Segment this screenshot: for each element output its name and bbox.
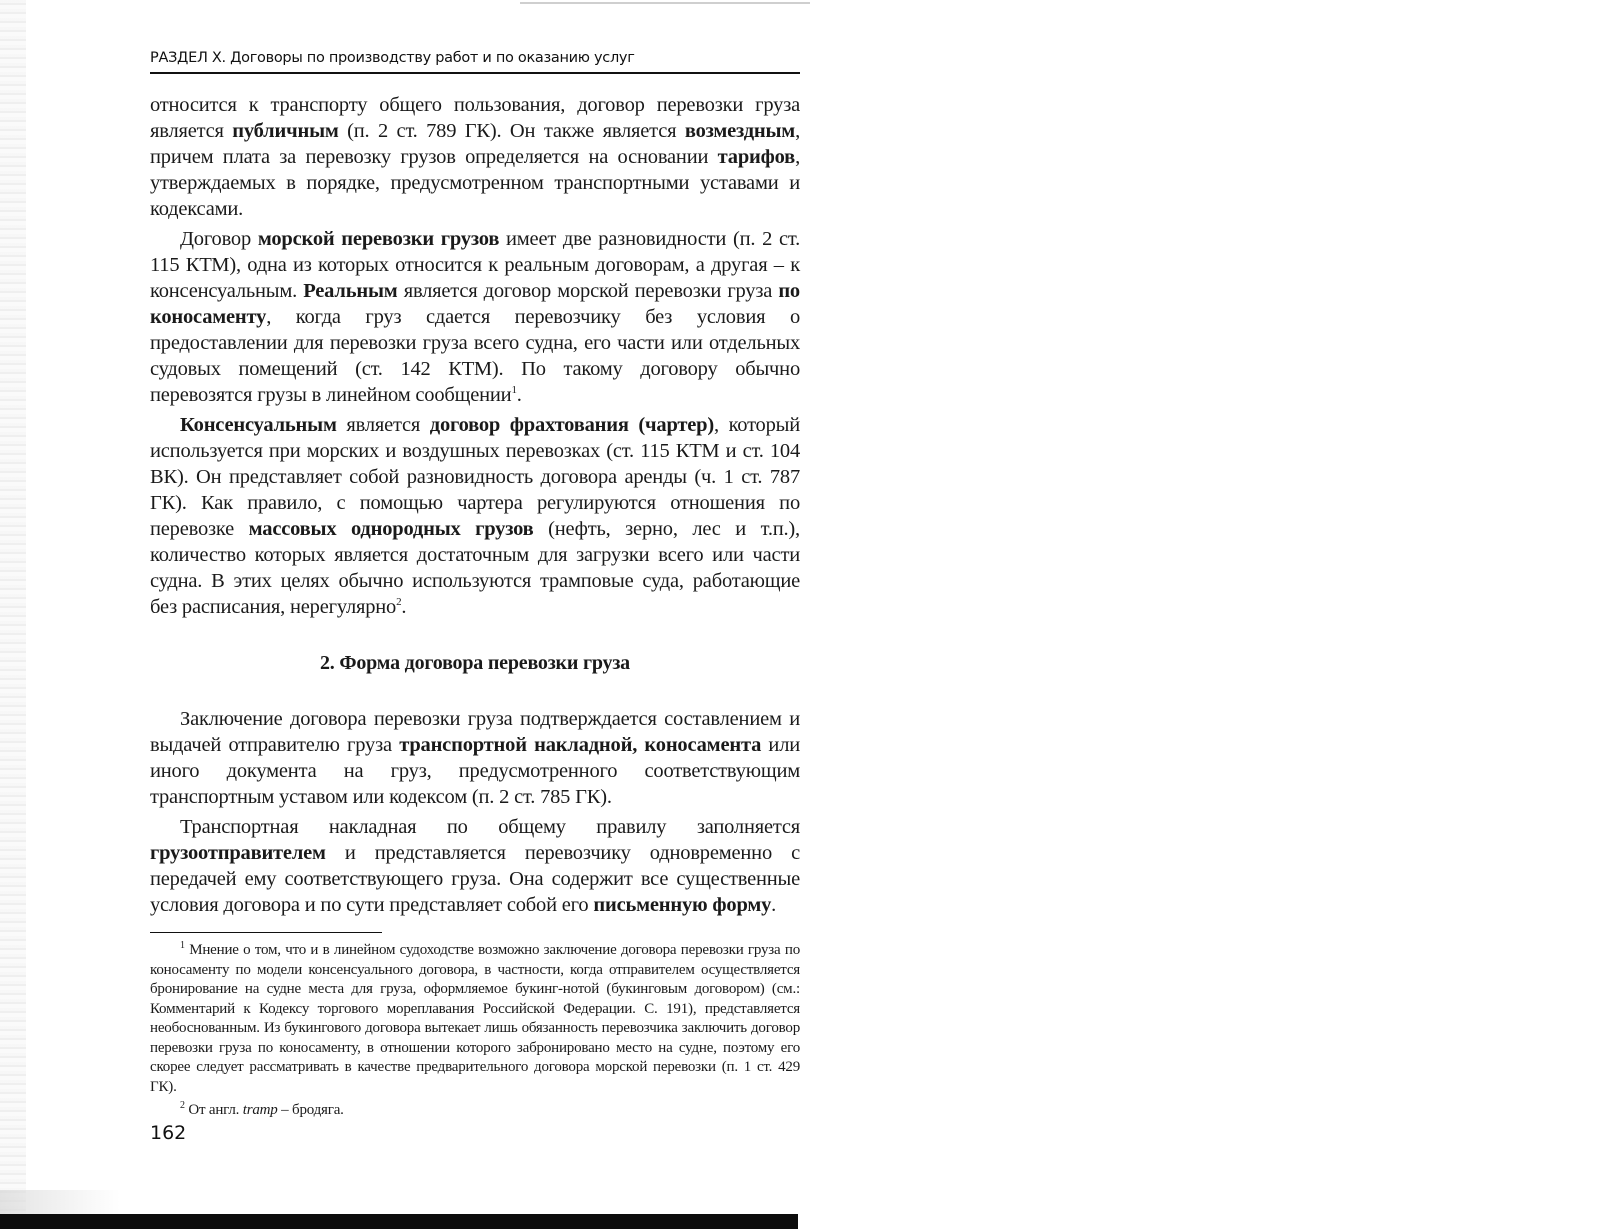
text-run: и представляется перевозчику одновременно с передачей ему соответствующего груза. Она содержит все существенные условия договора и по сути представляет собой его [150, 842, 800, 916]
footnote-text: – бродяга. [277, 1102, 344, 1118]
scan-shadow [0, 1190, 120, 1214]
text-run: , утверждаемых в порядке, предусмотренном транспортными уставами и кодексами. [150, 146, 800, 220]
paragraph-2 [150, 226, 800, 408]
footnote-1 [150, 941, 800, 1097]
footnotes [150, 941, 800, 1121]
text-run: (п. 2 ст. 789 ГК). Он также является [338, 120, 685, 142]
bold-term: публичным [232, 120, 339, 142]
text-run: . [401, 596, 407, 618]
footnote-italic: tramp [242, 1102, 278, 1118]
paragraph-4 [150, 706, 800, 810]
footnote-divider [150, 932, 382, 933]
footnote-marker: 2 [396, 596, 402, 609]
text-run: (нефть, зерно, лес и т.п.), количество которых является достаточным для загрузки всего или части судна. В этих целях обычно используются трамповые суда, работающие без расписания, нерегулярно [150, 518, 800, 618]
footnote-number: 1 [180, 940, 185, 951]
paragraph-3 [150, 412, 800, 620]
bold-term: письменную форму [593, 894, 772, 916]
page-number: 162 [150, 1122, 187, 1144]
book-page [150, 40, 800, 1125]
body-text [150, 92, 800, 918]
text-run: является договор морской перевозки груза [397, 280, 779, 302]
text-run: или иного документа на груз, предусмотренного соответствующим транспортным уставом или кодексом (п. 2 ст. 785 ГК). [150, 734, 801, 808]
footnote-2 [150, 1101, 800, 1121]
bold-term: Реальным [303, 280, 398, 302]
section-heading: 2. Форма договора перевозки груза [319, 652, 630, 674]
running-head: РАЗДЕЛ X. Договоры по производству работ и по оказанию услуг [150, 40, 800, 74]
text-run: , когда груз сдается перевозчику без условия о предоставлении для перевозки груза всего судна, его части или отдельных судовых помещений (ст. 142 КТМ). По такому договору обычно перевозятся грузы в линейном сообщении [150, 306, 800, 406]
text-run: . [516, 384, 522, 406]
footnote-number: 2 [180, 1100, 185, 1111]
footnote-text: Мнение о том, что и в линейном судоходстве возможно заключение договора перевозки груза по коносаменту по модели консенсуального договора, в частности, когда отправителем осуществляется бронирование на судне места для груза, оформляемое букинг-нотой (букинговым договором) (см.: Комментарий к Кодексу торгового мореплавания Российской Федерации. С. 191), представляется необоснованным. Из букингового договора вытекает лишь обязанность перевозчика заключить договор перевозки груза по коносаменту, в отношении которого забронировано место на судне, поэтому его скорее следует рассматривать в качестве предварительного договора морской перевозки (п. 1 ст. 429 ГК). [150, 942, 800, 1095]
bold-term: Консенсуальным [180, 414, 337, 436]
bold-term: массовых однородных грузов [248, 518, 534, 540]
text-run: , причем плата за перевозку грузов определяется на основании [150, 120, 800, 168]
footnote-text: От англ. [184, 1102, 243, 1118]
text-run: . [771, 894, 777, 916]
text-run: , который используется при морских и воздушных перевозках (ст. 115 КТМ и ст. 104 ВК). Он представляет собой разновидность договора аренды (ч. 1 ст. 787 ГК). Как правило, с помощью чартера регулируются отношения по перевозке [150, 414, 800, 540]
bold-term: по коносаменту [150, 280, 800, 328]
bold-term: возмездным [684, 120, 796, 142]
text-run: относится к транспорту общего пользования, договор перевозки груза является [150, 94, 800, 142]
text-run: Заключение договора перевозки груза подтверждается составлением и выдачей отправителю груза [150, 708, 800, 756]
text-run: Транспортная накладная по общему правилу заполняется [180, 816, 800, 838]
bold-term: транспортной накладной, коносамента [399, 734, 762, 756]
scan-top-line [520, 2, 810, 4]
bold-term: морской перевозки грузов [257, 228, 500, 250]
paragraph-5 [150, 814, 800, 918]
scan-edge-noise [0, 0, 26, 1229]
text-run: имеет две разновидности (п. 2 ст. 115 КТМ), одна из которых относится к реальным договорам, а другая – к консенсуальным. [150, 228, 800, 302]
footnote-marker: 1 [511, 384, 517, 397]
scan-bottom-edge [0, 1214, 798, 1229]
text-run: Договор [180, 228, 258, 250]
bold-term: тарифов [717, 146, 796, 168]
text-run: является [336, 414, 430, 436]
bold-term: договор фрахтования (чартер) [429, 414, 714, 436]
bold-term: грузоотправителем [150, 842, 326, 864]
paragraph-1 [150, 92, 800, 222]
